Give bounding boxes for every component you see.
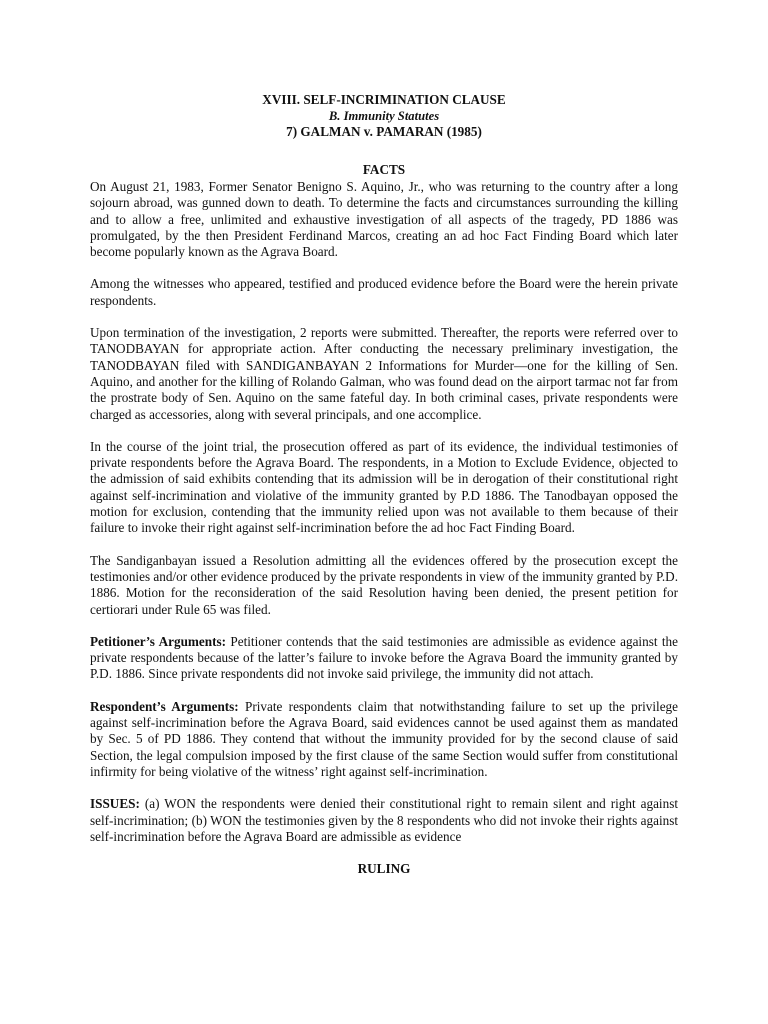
respondent-arguments bbox=[90, 699, 678, 780]
document-heading bbox=[90, 92, 678, 140]
petitioner-arguments-text: Petitioner contends that the said testimonies are admissible as evidence against the private respondents because of the latter’s failure to invoke before the Agrava Board the immunity granted by P.D. 1886. Since private respondents did not invoke said privilege, the immunity did not attach. bbox=[90, 633, 678, 682]
document-content bbox=[90, 92, 678, 877]
issues-label: ISSUES: bbox=[90, 796, 140, 812]
facts-paragraph-3: Upon termination of the investigation, 2 reports were submitted. Thereafter, the reports were referred over to TANODBAYAN for appropriate action. After conducting the necessary preliminary investigation, the TANODBAYAN filed with SANDIGANBAYAN 2 Informations for Murder—one for the killing of Sen. Aquino, and another for the killing of Rolando Galman, who was found dead on the airport tarmac not far from the prostrate body of Sen. Aquino on the same fateful day. In both criminal cases, private respondents were charged as accessories, along with several principals, and one accomplice. bbox=[90, 325, 678, 422]
facts-heading: FACTS bbox=[362, 162, 406, 177]
facts-paragraph-4: In the course of the joint trial, the prosecution offered as part of its evidence, the individual testimonies of private respondents before the Agrava Board. The respondents, in a Motion to Exclude Evidence, objected to the admission of said exhibits contending that its admission will be in derogation of their constitutional right against self-incrimination and violative of the immunity granted by P.D 1886. The Tanodbayan opposed the motion for exclusion, contending that the immunity relied upon was not available to them because of their failure to invoke their right against self-incrimination before the ad hoc Fact Finding Board. bbox=[90, 438, 678, 536]
respondent-arguments-text: Private respondents claim that notwithstanding failure to set up the privilege against self-incrimination before the Agrava Board, said evidences cannot be used against them as mandated by Sec. 5 of PD 1886. They contend that without the immunity provided for by the second clause of said Section, the legal compulsion imposed by the first clause of the same Section would suffer from constitutional infirmity for being violative of the witness’ right against self-incrimination. bbox=[90, 698, 678, 779]
subsection-title: B. Immunity Statutes bbox=[328, 109, 440, 123]
case-title: 7) GALMAN v. PAMARAN (1985) bbox=[286, 124, 482, 139]
petitioner-arguments-label: Petitioner’s Arguments: bbox=[90, 633, 226, 649]
facts-paragraph-2: Among the witnesses who appeared, testified and produced evidence before the Board were the herein private respondents. bbox=[90, 276, 678, 308]
issues-text: (a) WON the respondents were denied their constitutional right to remain silent and right against self-incrimination; (b) WON the testimonies given by the 8 respondents who did not invoke their rights against self-incrimination before the Agrava Board are admissible as evidence bbox=[90, 796, 678, 844]
respondent-arguments-label: Respondent’s Arguments: bbox=[90, 698, 239, 714]
petitioner-arguments bbox=[90, 634, 678, 683]
facts-paragraph-1: On August 21, 1983, Former Senator Benigno S. Aquino, Jr., who was returning to the country after a long sojourn abroad, was gunned down to death. To determine the facts and circumstances surrounding the killing and to allow a free, unlimited and exhaustive investigation of all aspects of the tragedy, PD 1886 was promulgated, by the then President Ferdinand Marcos, creating an ad hoc Fact Finding Board which later become popularly known as the Agrava Board. bbox=[90, 179, 678, 260]
facts-paragraph-5: The Sandiganbayan issued a Resolution admitting all the evidences offered by the prosecution except the testimonies and/or other evidence produced by the private respondents in view of the immunity granted by P.D. 1886. Motion for the reconsideration of the said Resolution having been denied, the present petition for certiorari under Rule 65 was filed. bbox=[90, 552, 678, 617]
issues-paragraph bbox=[90, 796, 678, 845]
ruling-heading: RULING bbox=[357, 861, 411, 877]
chapter-title: XVIII. SELF-INCRIMINATION CLAUSE bbox=[262, 92, 506, 107]
